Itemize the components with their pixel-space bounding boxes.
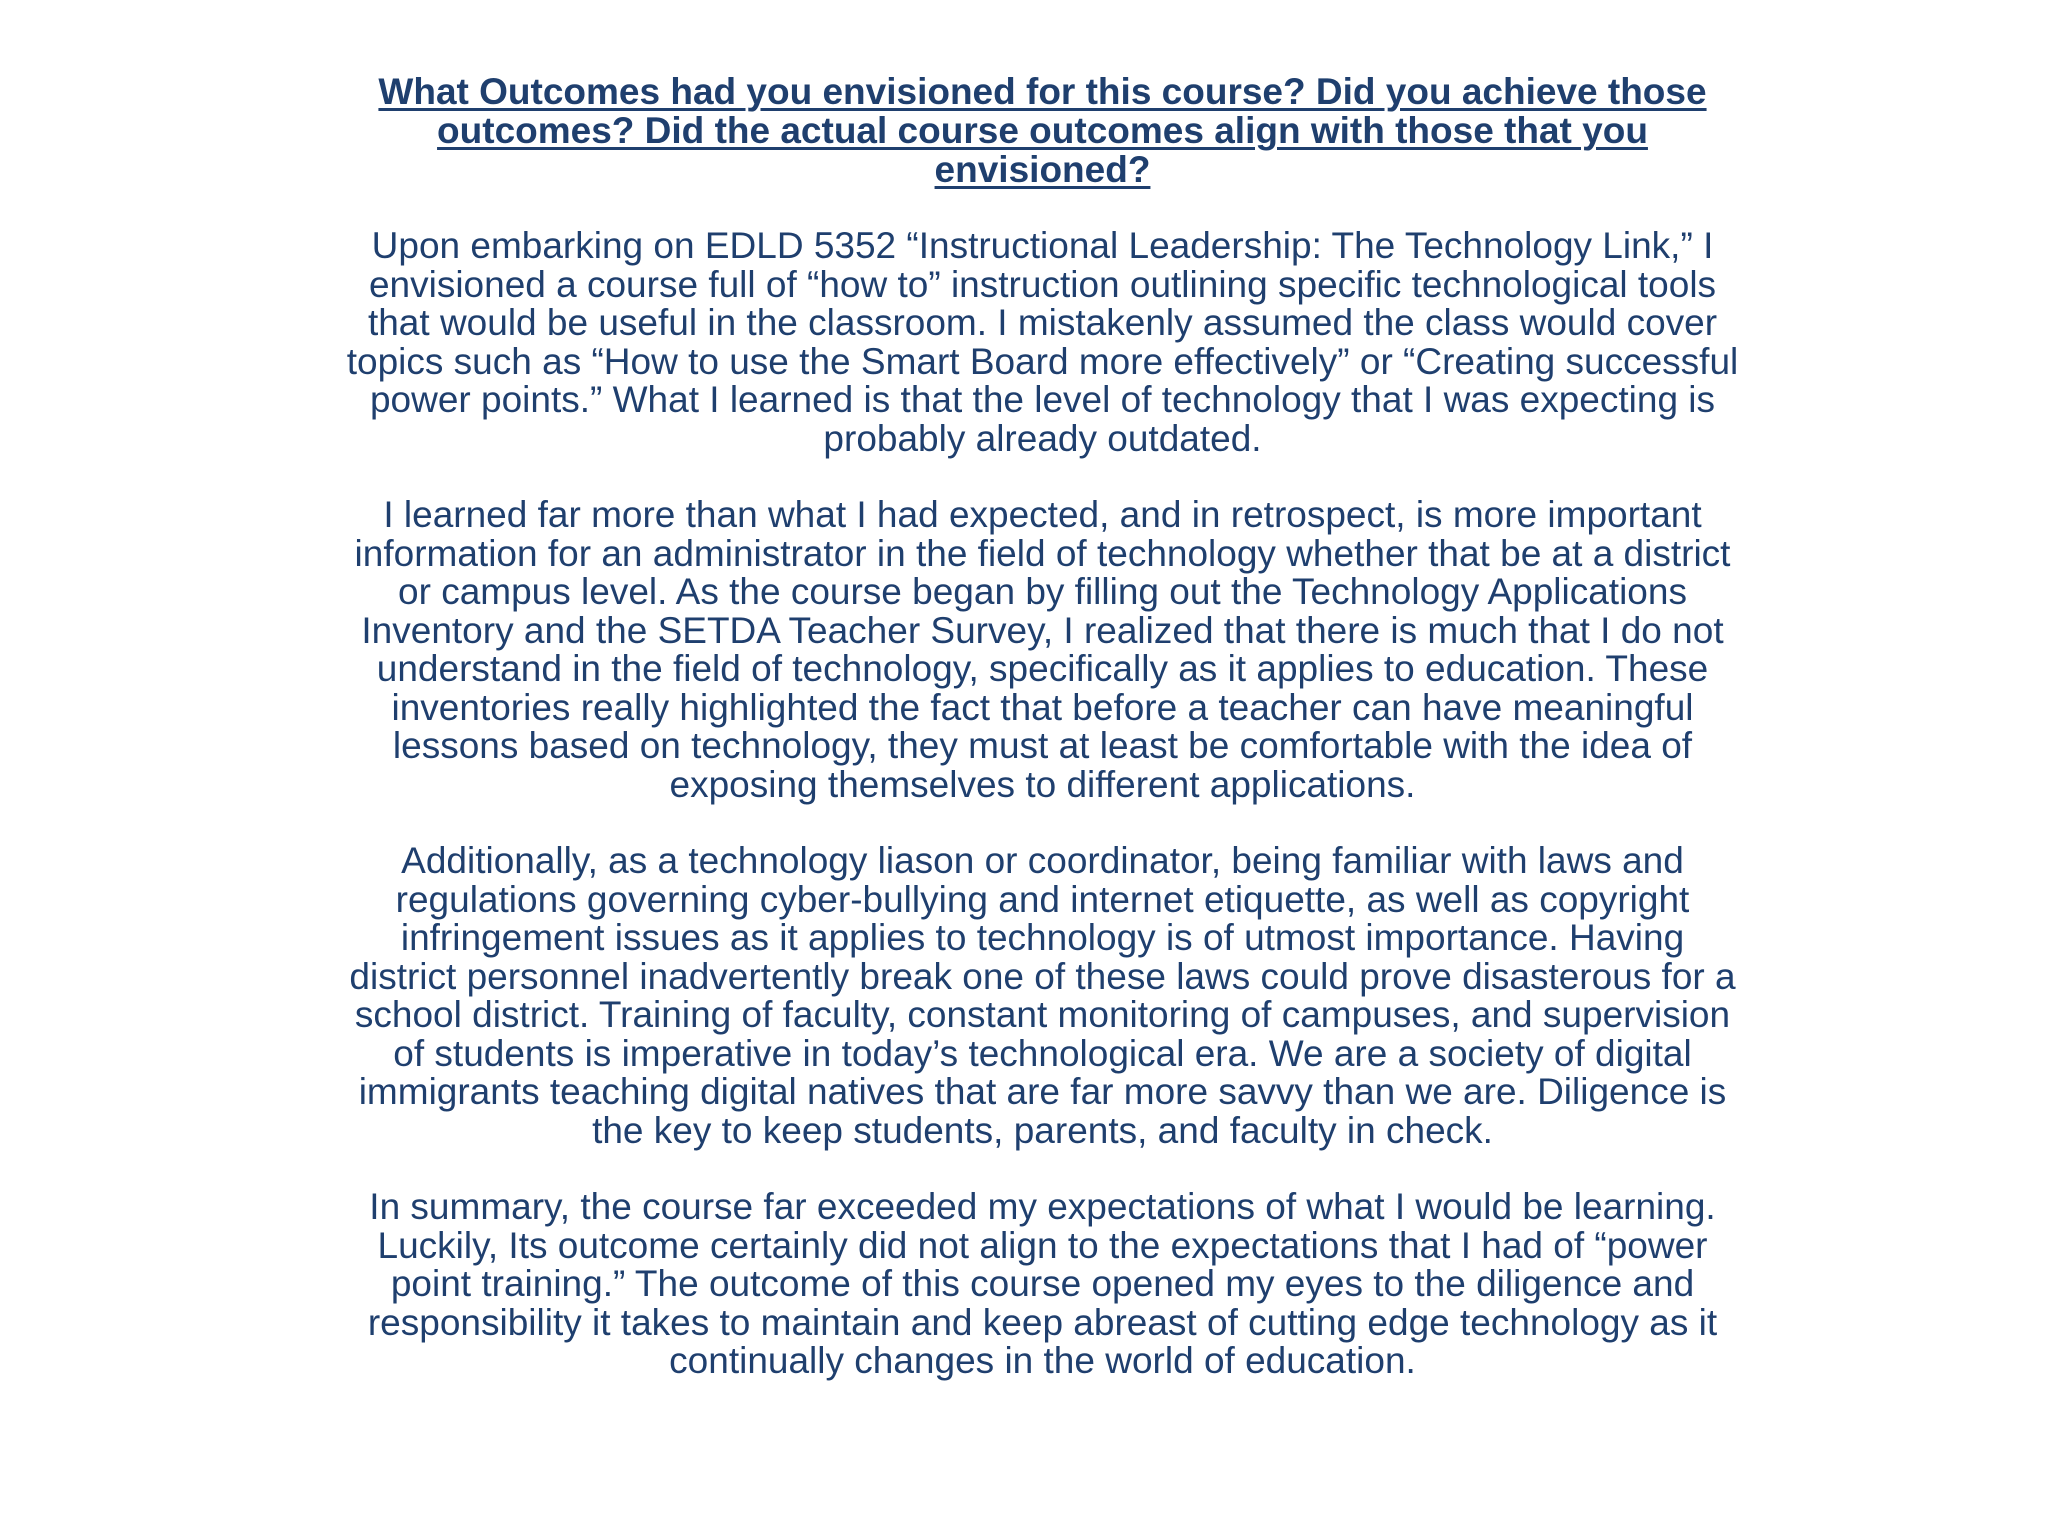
slide-heading: What Outcomes had you envisioned for this course? Did you achieve those outcomes? Did the actual course outcomes align with those that you envisioned?	[378, 71, 1707, 190]
paragraph-learning: I learned far more than what I had expected, and in retrospect, is more important information for an administrator in the field of technology whether that be at a district or campus level. As the course began by filling out the Technology Applications Inventory and the SETDA Teacher Survey, I realized that there is much that I do not understand in the field of technology, specifically as it applies to education. These inventories really highlighted the fact that before a teacher can have meaningful lessons based on technology, they must at least be comfortable with the idea of exposing themselves to different applications.	[354, 494, 1731, 805]
paragraph-laws: Additionally, as a technology liason or coordinator, being familiar with laws and regulations governing cyber-bullying and internet etiquette, as well as copyright infringement issues as it applies to technology is of utmost importance. Having district personnel inadvertently break one of these laws could prove disasterous for a school district. Training of faculty, constant monitoring of campuses, and supervision of students is imperative in today’s technological era. We are a society of digital immigrants teaching digital natives that are far more savvy than we are. Diligence is the key to keep students, parents, and faculty in check.	[349, 840, 1736, 1151]
paragraph-expectations: Upon embarking on EDLD 5352 “Instructional Leadership: The Technology Link,” I envisioned a course full of “how to” instruction outlining specific technological tools that would be useful in the classroom. I mistakenly assumed the class would cover topics such as “How to use the Smart Board more effectively” or “Creating successful power points.” What I learned is that the level of technology that I was expecting is probably already outdated.	[346, 225, 1739, 459]
slide-content	[345, 72, 1740, 1381]
paragraph-summary: In summary, the course far exceeded my expectations of what I would be learning. Luckily, Its outcome certainly did not align to the expectations that I had of “power point training.” The outcome of this course opened my eyes to the diligence and responsibility it takes to maintain and keep abreast of cutting edge technology as it continually changes in the world of education.	[367, 1186, 1718, 1381]
